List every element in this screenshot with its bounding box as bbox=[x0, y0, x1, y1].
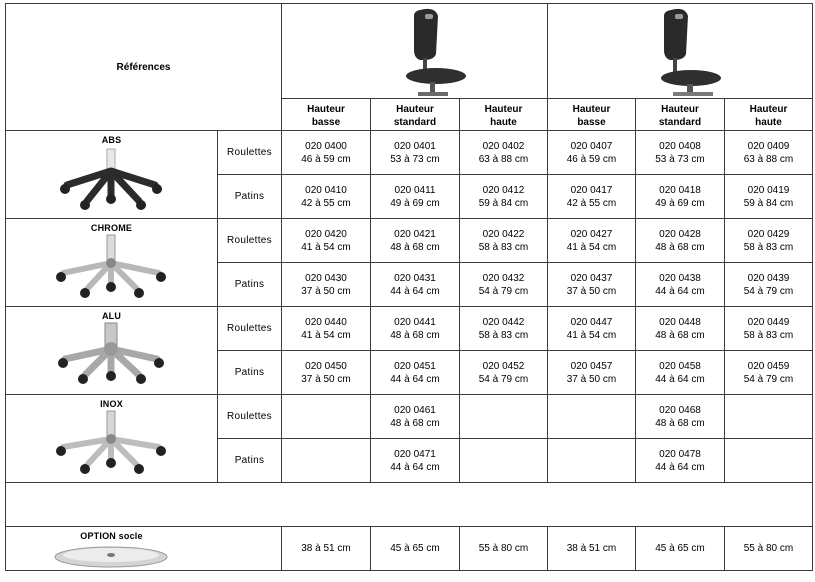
height-range: 53 à 73 cm bbox=[655, 153, 705, 165]
height-range: 59 à 84 cm bbox=[743, 197, 794, 209]
table-cell bbox=[636, 131, 725, 175]
ref-code: 020 0451 bbox=[394, 360, 436, 372]
height-range: 37 à 50 cm bbox=[566, 373, 617, 385]
table-cell bbox=[548, 395, 636, 439]
alu-base-image bbox=[47, 321, 177, 391]
table-row bbox=[6, 307, 813, 351]
table-cell bbox=[548, 263, 636, 307]
header-line2: basse bbox=[577, 117, 606, 128]
table-cell bbox=[636, 175, 725, 219]
table-row bbox=[6, 219, 813, 263]
table-cell bbox=[725, 175, 813, 219]
height-range: 46 à 59 cm bbox=[566, 153, 617, 165]
height-range: 63 à 88 cm bbox=[478, 153, 529, 165]
ref-code: 020 0459 bbox=[747, 360, 790, 372]
table-cell bbox=[282, 439, 371, 483]
height-range: 44 à 64 cm bbox=[655, 373, 705, 385]
table-cell bbox=[636, 439, 725, 483]
reference-table bbox=[5, 3, 813, 571]
ref-code: 020 0439 bbox=[747, 272, 790, 284]
height-range: 49 à 69 cm bbox=[390, 197, 440, 209]
table-cell bbox=[725, 351, 813, 395]
header-line1: Hauteur bbox=[484, 104, 523, 115]
height-range: 58 à 83 cm bbox=[743, 329, 794, 341]
header-line1: Hauteur bbox=[396, 104, 434, 115]
header-line2: standard bbox=[393, 117, 437, 128]
header-line1: Hauteur bbox=[749, 104, 788, 115]
height-range: 37 à 50 cm bbox=[301, 285, 351, 297]
table-cell bbox=[636, 351, 725, 395]
ref-code: 020 0418 bbox=[659, 184, 701, 196]
height-range: 48 à 68 cm bbox=[390, 417, 440, 429]
type-cell: Roulettes bbox=[218, 219, 282, 263]
ref-code: 020 0422 bbox=[482, 228, 525, 240]
ref-code: 020 0417 bbox=[570, 184, 613, 196]
table-cell bbox=[636, 263, 725, 307]
header-line1: Hauteur bbox=[661, 104, 699, 115]
ref-code: 020 0400 bbox=[305, 140, 347, 152]
table-cell bbox=[725, 307, 813, 351]
table-cell bbox=[548, 219, 636, 263]
base-cell-abs bbox=[6, 131, 218, 219]
chrome-base-image bbox=[47, 233, 177, 303]
height-range: 44 à 64 cm bbox=[390, 461, 440, 473]
option-value: 45 à 65 cm bbox=[371, 527, 460, 571]
height-range: 58 à 83 cm bbox=[478, 241, 529, 253]
inox-base-image bbox=[47, 409, 177, 479]
height-range: 37 à 50 cm bbox=[301, 373, 351, 385]
option-row bbox=[6, 527, 813, 571]
ref-code: 020 0440 bbox=[305, 316, 347, 328]
table-row bbox=[6, 395, 813, 439]
height-range: 37 à 50 cm bbox=[566, 285, 617, 297]
base-name: INOX bbox=[100, 399, 123, 409]
table-cell bbox=[371, 439, 460, 483]
height-range: 41 à 54 cm bbox=[566, 329, 617, 341]
table-cell bbox=[636, 307, 725, 351]
header-cell bbox=[282, 99, 371, 131]
ref-code: 020 0411 bbox=[394, 184, 436, 196]
table-cell bbox=[282, 131, 371, 175]
table-cell bbox=[725, 219, 813, 263]
header-line2: standard bbox=[658, 117, 702, 128]
height-range: 48 à 68 cm bbox=[390, 329, 440, 341]
table-cell bbox=[371, 395, 460, 439]
table-cell bbox=[282, 307, 371, 351]
ref-code: 020 0429 bbox=[747, 228, 790, 240]
base-name: ABS bbox=[101, 135, 122, 145]
height-range: 49 à 69 cm bbox=[655, 197, 705, 209]
height-range: 42 à 55 cm bbox=[301, 197, 351, 209]
ref-code: 020 0421 bbox=[394, 228, 436, 240]
height-range: 54 à 79 cm bbox=[478, 373, 529, 385]
option-value: 45 à 65 cm bbox=[636, 527, 725, 571]
height-range: 59 à 84 cm bbox=[478, 197, 529, 209]
base-name: CHROME bbox=[90, 223, 133, 233]
ref-code: 020 0438 bbox=[659, 272, 701, 284]
type-cell: Patins bbox=[218, 351, 282, 395]
spacer-row bbox=[6, 483, 813, 527]
height-range: 48 à 68 cm bbox=[390, 241, 440, 253]
height-range: 46 à 59 cm bbox=[301, 153, 351, 165]
table-cell bbox=[460, 307, 548, 351]
ref-code: 020 0412 bbox=[482, 184, 525, 196]
table-cell bbox=[548, 439, 636, 483]
header-cell bbox=[548, 99, 636, 131]
header-line2: basse bbox=[311, 117, 341, 128]
table-cell bbox=[725, 439, 813, 483]
table-cell bbox=[371, 307, 460, 351]
table-cell bbox=[548, 351, 636, 395]
height-range: 54 à 79 cm bbox=[478, 285, 529, 297]
socle-image bbox=[47, 541, 177, 571]
chair-footrest-image bbox=[615, 4, 745, 98]
ref-code: 020 0427 bbox=[570, 228, 613, 240]
height-range: 54 à 79 cm bbox=[743, 373, 794, 385]
height-range: 44 à 64 cm bbox=[390, 285, 440, 297]
ref-code: 020 0441 bbox=[394, 316, 436, 328]
height-range: 44 à 64 cm bbox=[655, 285, 705, 297]
ref-code: 020 0468 bbox=[659, 404, 701, 416]
header-cell bbox=[371, 99, 460, 131]
header-line2: haute bbox=[490, 117, 517, 128]
ref-code: 020 0458 bbox=[659, 360, 701, 372]
table-cell bbox=[460, 351, 548, 395]
option-value: 55 à 80 cm bbox=[725, 527, 813, 571]
option-cell bbox=[6, 527, 282, 571]
type-cell: Roulettes bbox=[218, 131, 282, 175]
table-cell bbox=[460, 219, 548, 263]
option-value: 38 à 51 cm bbox=[282, 527, 371, 571]
ref-code: 020 0420 bbox=[305, 228, 347, 240]
table-cell bbox=[725, 263, 813, 307]
table-cell bbox=[460, 263, 548, 307]
table-cell bbox=[371, 131, 460, 175]
header-line1: Hauteur bbox=[572, 104, 611, 115]
table-cell bbox=[371, 263, 460, 307]
table-cell bbox=[725, 395, 813, 439]
ref-code: 020 0452 bbox=[482, 360, 525, 372]
chair-image-cell-1 bbox=[282, 4, 548, 99]
height-range: 41 à 54 cm bbox=[566, 241, 617, 253]
height-range: 41 à 54 cm bbox=[301, 241, 351, 253]
ref-code: 020 0402 bbox=[482, 140, 525, 152]
height-range: 63 à 88 cm bbox=[743, 153, 794, 165]
ref-code: 020 0407 bbox=[570, 140, 613, 152]
table-cell bbox=[460, 395, 548, 439]
ref-code: 020 0442 bbox=[482, 316, 525, 328]
base-name: ALU bbox=[101, 311, 122, 321]
table-cell bbox=[548, 131, 636, 175]
height-range: 58 à 83 cm bbox=[478, 329, 529, 341]
type-cell: Patins bbox=[218, 263, 282, 307]
base-cell-chrome bbox=[6, 219, 218, 307]
header-line1: Hauteur bbox=[307, 104, 345, 115]
header-line2: haute bbox=[755, 117, 782, 128]
ref-code: 020 0428 bbox=[659, 228, 701, 240]
header-cell bbox=[636, 99, 725, 131]
option-value: 55 à 80 cm bbox=[460, 527, 548, 571]
height-range: 54 à 79 cm bbox=[743, 285, 794, 297]
ref-code: 020 0432 bbox=[482, 272, 525, 284]
ref-code: 020 0401 bbox=[394, 140, 436, 152]
ref-code: 020 0449 bbox=[747, 316, 790, 328]
height-range: 48 à 68 cm bbox=[655, 417, 705, 429]
table-cell bbox=[460, 175, 548, 219]
height-range: 53 à 73 cm bbox=[390, 153, 440, 165]
height-range: 42 à 55 cm bbox=[566, 197, 617, 209]
ref-code: 020 0431 bbox=[394, 272, 436, 284]
height-range: 48 à 68 cm bbox=[655, 241, 705, 253]
height-range: 44 à 64 cm bbox=[655, 461, 705, 473]
table-cell bbox=[371, 175, 460, 219]
table-row bbox=[6, 131, 813, 175]
height-range: 41 à 54 cm bbox=[301, 329, 351, 341]
table-cell bbox=[636, 219, 725, 263]
table-cell bbox=[282, 351, 371, 395]
table-cell bbox=[282, 175, 371, 219]
abs-base-image bbox=[47, 145, 177, 215]
table-cell bbox=[282, 395, 371, 439]
chair-standard-image bbox=[350, 4, 480, 98]
ref-code: 020 0461 bbox=[394, 404, 436, 416]
chair-image-cell-2 bbox=[548, 4, 813, 99]
table-cell bbox=[282, 263, 371, 307]
ref-code: 020 0430 bbox=[305, 272, 347, 284]
ref-code: 020 0450 bbox=[305, 360, 347, 372]
ref-code: 020 0408 bbox=[659, 140, 701, 152]
ref-code: 020 0410 bbox=[305, 184, 347, 196]
table-cell bbox=[725, 131, 813, 175]
ref-code: 020 0457 bbox=[570, 360, 613, 372]
ref-code: 020 0409 bbox=[747, 140, 790, 152]
type-cell: Roulettes bbox=[218, 307, 282, 351]
base-cell-inox bbox=[6, 395, 218, 483]
header-cell bbox=[725, 99, 813, 131]
ref-code: 020 0447 bbox=[570, 316, 613, 328]
table-cell bbox=[371, 219, 460, 263]
type-cell: Patins bbox=[218, 175, 282, 219]
type-cell: Roulettes bbox=[218, 395, 282, 439]
table-cell bbox=[282, 219, 371, 263]
type-cell: Patins bbox=[218, 439, 282, 483]
base-cell-alu bbox=[6, 307, 218, 395]
height-range: 44 à 64 cm bbox=[390, 373, 440, 385]
ref-code: 020 0437 bbox=[570, 272, 613, 284]
ref-code: 020 0419 bbox=[747, 184, 790, 196]
ref-code: 020 0478 bbox=[659, 448, 701, 460]
ref-code: 020 0448 bbox=[659, 316, 701, 328]
option-value: 38 à 51 cm bbox=[548, 527, 636, 571]
table-cell bbox=[460, 131, 548, 175]
table-cell bbox=[371, 351, 460, 395]
table-cell bbox=[636, 395, 725, 439]
option-label: OPTION socle bbox=[80, 531, 143, 541]
table-cell bbox=[548, 307, 636, 351]
height-range: 58 à 83 cm bbox=[743, 241, 794, 253]
height-range: 48 à 68 cm bbox=[655, 329, 705, 341]
table-cell bbox=[548, 175, 636, 219]
ref-code: 020 0471 bbox=[394, 448, 436, 460]
header-cell bbox=[460, 99, 548, 131]
spacer-cell bbox=[6, 483, 813, 527]
table-title: Références bbox=[6, 4, 282, 131]
table-cell bbox=[460, 439, 548, 483]
